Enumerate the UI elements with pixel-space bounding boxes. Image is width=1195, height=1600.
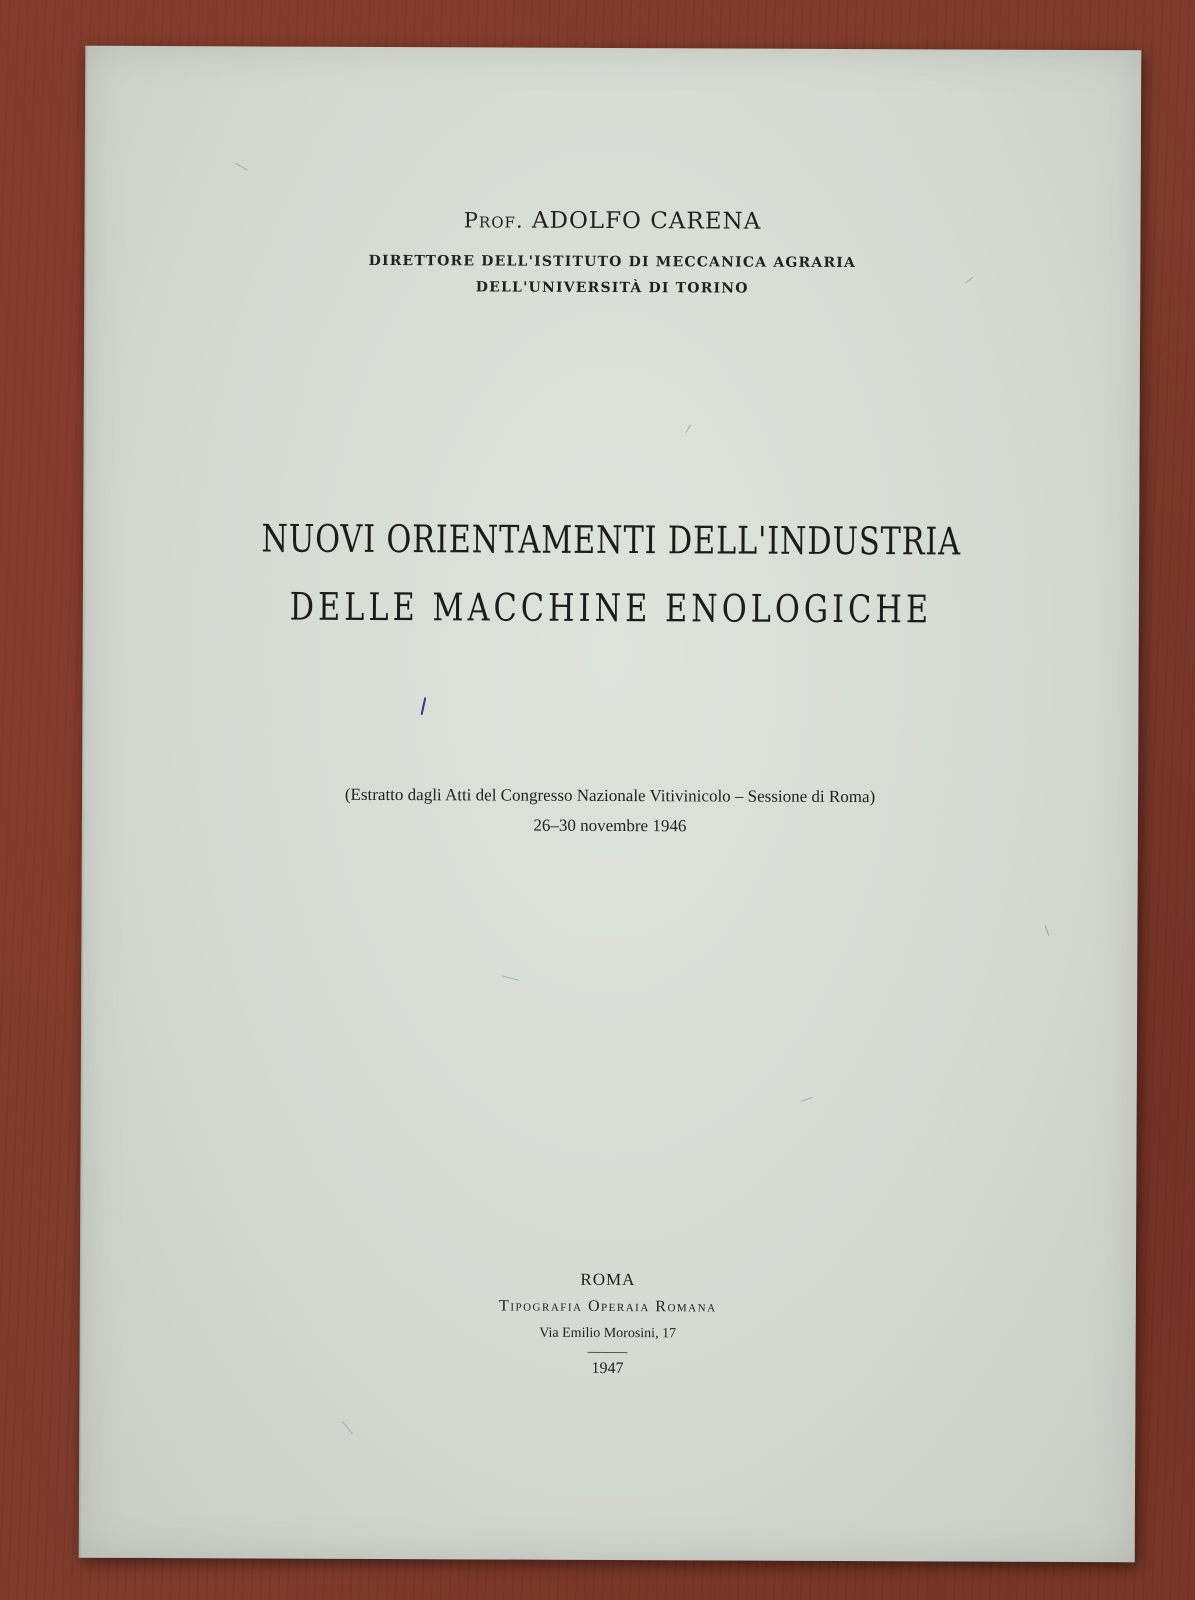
paper-fiber (501, 975, 519, 981)
paper-fiber (235, 163, 248, 171)
paper-fiber (342, 1421, 353, 1434)
imprint-address: Via Emilio Morosini, 17 (539, 1325, 677, 1342)
affiliation-line-1: DIRETTORE DELL'ISTITUTO DI MECCANICA AGRARIA (368, 252, 857, 272)
author-prefix: Prof. (463, 208, 524, 233)
booklet-cover (79, 46, 1142, 1563)
extract-date: 26–30 novembre 1946 (533, 815, 687, 836)
imprint-year: 1947 (591, 1359, 624, 1378)
title-line-2: DELLE MACCHINE ENOLOGICHE (289, 584, 933, 632)
paper-fiber (801, 1097, 813, 1102)
paper-fiber (1045, 925, 1050, 936)
pen-mark (421, 697, 427, 715)
imprint-rule (588, 1352, 628, 1353)
author-line (84, 206, 1140, 237)
author-name: ADOLFO CARENA (531, 207, 762, 235)
imprint-city: ROMA (580, 1269, 636, 1290)
extract-note: (Estratto dagli Atti del Congresso Nazionale Vitivinicolo – Sessione di Roma) (344, 784, 876, 807)
title-line-1: NUOVI ORIENTAMENTI DELL'INDUSTRIA (261, 516, 962, 564)
imprint-printer: Tipografia Operaia Romana (499, 1297, 717, 1316)
paper-fiber (685, 425, 690, 433)
affiliation-line-2: DELL'UNIVERSITÀ DI TORINO (475, 279, 749, 297)
